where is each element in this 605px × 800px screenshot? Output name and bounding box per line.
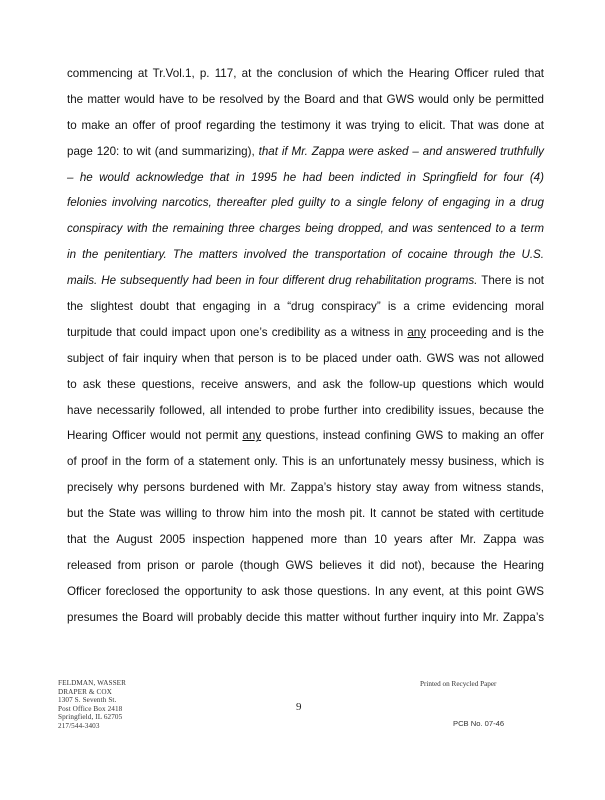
text-line xyxy=(67,346,544,372)
text-line xyxy=(67,294,544,320)
text-line xyxy=(67,501,544,527)
text-segment: Officer foreclosed the opportunity to ask those questions. In any event, at this point GWS xyxy=(67,584,544,598)
text-line xyxy=(67,605,544,631)
emphasis-underline: any xyxy=(407,325,427,339)
italic-text: mails. He subsequently had been in four different drug rehabilitation programs. xyxy=(67,274,478,288)
text-line xyxy=(67,423,544,449)
text-segment: that the August 2005 inspection happened more than 10 years after Mr. Zappa was xyxy=(67,533,544,547)
text-segment: but the State was willing to throw him into the mosh pit. It cannot be stated with certitude xyxy=(67,507,544,521)
text-segment: of proof in the form of a statement only. This is an unfortunately messy business, which is xyxy=(67,455,544,469)
firm-line: FELDMAN, WASSER xyxy=(58,679,127,687)
text-line xyxy=(67,216,544,242)
text-segment: the matter would have to be resolved by the Board and that GWS would only be permitted xyxy=(67,92,544,106)
text-segment: precisely why persons burdened with Mr. Zappa’s history stay away from witness stands, xyxy=(67,481,544,495)
firm-line: DRAPER & COX xyxy=(58,687,112,696)
case-number: PCB No. 07-46 xyxy=(453,719,505,728)
text-segment: presumes the Board will probably decide this matter without further inquiry into Mr. Zappa’s xyxy=(67,610,544,624)
recycled-paper-note: Printed on Recycled Paper xyxy=(420,680,497,688)
text-line xyxy=(67,449,544,475)
body-text xyxy=(67,61,544,631)
text-line xyxy=(67,61,544,87)
text-line xyxy=(67,113,544,139)
text-line xyxy=(67,242,544,268)
text-segment: Hearing Officer would not permit xyxy=(67,429,243,443)
italic-text: that if Mr. Zappa were asked – and answered truthfully xyxy=(258,144,544,158)
text-segment: questions, instead confining GWS to making an offer xyxy=(261,429,545,443)
text-line xyxy=(67,320,544,346)
firm-line: 1307 S. Seventh St. xyxy=(58,696,117,705)
text-line xyxy=(67,372,544,398)
text-line xyxy=(67,190,544,216)
text-line xyxy=(67,139,544,165)
text-line xyxy=(67,579,544,605)
text-line xyxy=(67,165,544,191)
firm-line: 217/544-3403 xyxy=(58,721,100,730)
italic-text: – he would acknowledge that in 1995 he had been indicted in Springfield for four (4) xyxy=(67,170,544,184)
text-line xyxy=(67,527,544,553)
text-line xyxy=(67,475,544,501)
text-line xyxy=(67,87,544,113)
emphasis-underline: any xyxy=(242,429,262,443)
text-line xyxy=(67,398,544,424)
text-line xyxy=(67,268,544,294)
firm-line: Post Office Box 2418 xyxy=(58,704,123,713)
text-segment: the slightest doubt that engaging in a “drug conspiracy” is a crime evidencing moral xyxy=(67,300,544,314)
italic-text: in the penitentiary. The matters involved the transportation of cocaine through the U.S. xyxy=(67,248,544,262)
text-segment: to ask these questions, receive answers, and ask the follow-up questions which would xyxy=(67,377,544,391)
text-segment: page 120: to wit (and summarizing), xyxy=(67,144,259,158)
text-segment: to make an offer of proof regarding the testimony it was trying to elicit. That was done at xyxy=(67,118,544,132)
text-segment: There is not xyxy=(477,274,544,288)
text-segment: subject of fair inquiry when that person is to be placed under oath. GWS was not allowed xyxy=(67,351,544,365)
italic-text: felonies involving narcotics, thereafter pled guilty to a single felony of engaging in a drug xyxy=(67,196,544,210)
text-segment: turpitude that could impact upon one’s credibility as a witness in xyxy=(67,325,408,339)
text-segment: commencing at Tr.Vol.1, p. 117, at the conclusion of which the Hearing Officer ruled that xyxy=(67,67,544,80)
italic-text: conspiracy with the remaining three charges being dropped, and was sentenced to a term xyxy=(67,222,544,236)
text-line xyxy=(67,553,544,579)
firm-line: Springfield, IL 62705 xyxy=(58,713,123,722)
text-segment: released from prison or parole (though GWS believes it did not), because the Hearing xyxy=(67,558,544,572)
text-segment: have necessarily followed, all intended to probe further into credibility issues, because the xyxy=(67,403,544,417)
firm-address-block xyxy=(58,679,126,731)
page-number: 9 xyxy=(296,701,302,713)
text-segment: proceeding and is the xyxy=(426,325,545,339)
